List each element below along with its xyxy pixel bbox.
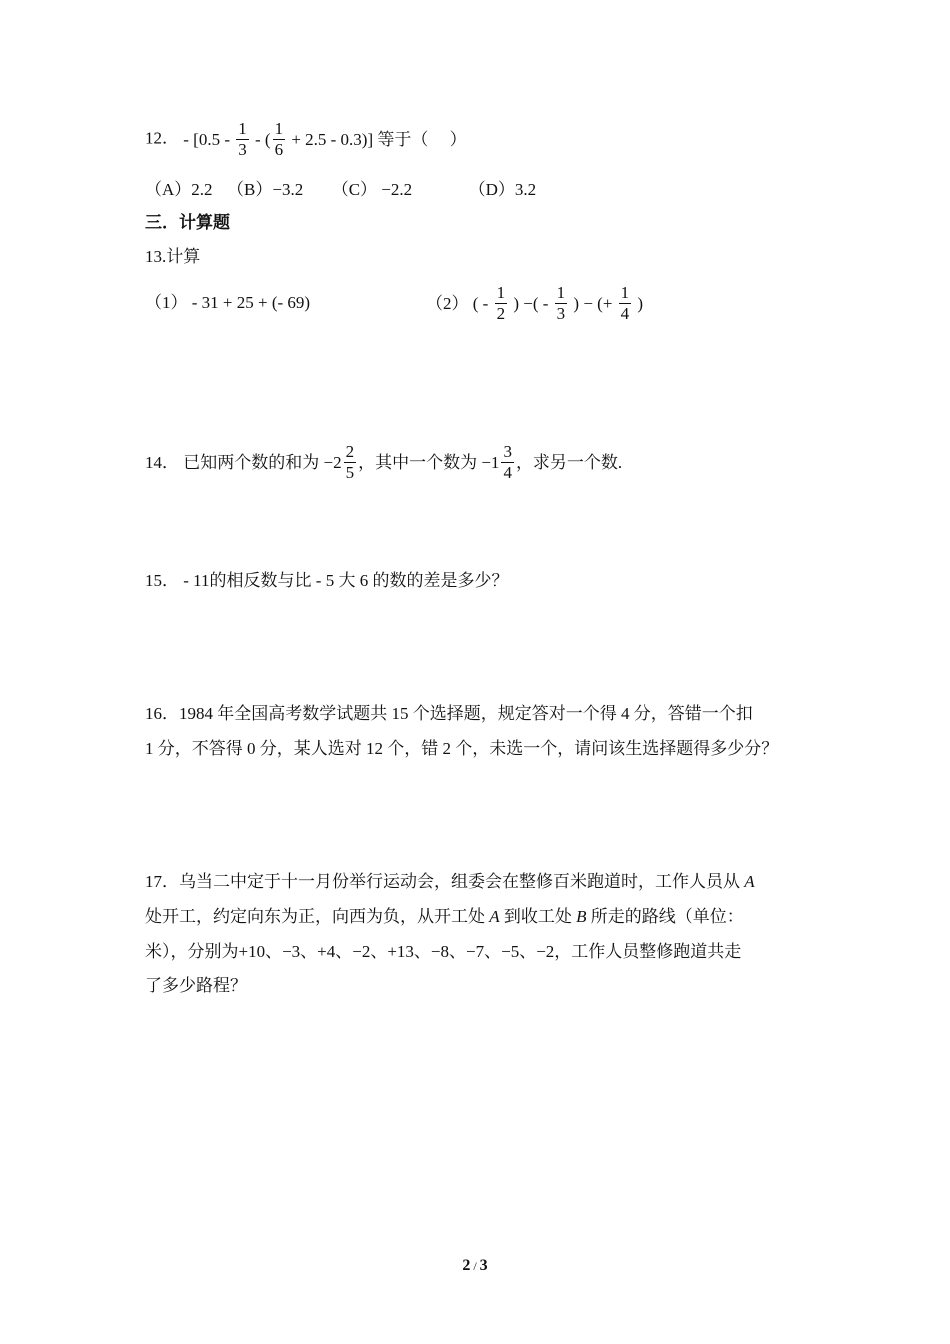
q12-expr-part1: - [0.5 - [183, 129, 230, 149]
q12-number: 12． [145, 128, 179, 148]
q17-point-b: B [576, 907, 587, 926]
q12-stem [145, 120, 467, 159]
q15-stem [145, 572, 508, 589]
q14-fraction-2: $\frac{3}{4}$ [503, 442, 512, 482]
q13-title: 13.计算 [145, 247, 201, 266]
q12-fraction-2: $\frac{1}{6}$ [274, 119, 284, 159]
q13-part2-fraction-2: $\frac{1}{3}$ [556, 283, 566, 323]
q12-fraction-1: $\frac{1}{3}$ [238, 119, 247, 159]
q12-options [145, 181, 536, 198]
q16-line-1: 16．1984 年全国高考数学试题共 15 个选择题，规定答对一个得 4 分，答错一个扣 [145, 704, 753, 723]
q17-line-2-text-c: 所走的路线（单位： [586, 907, 744, 926]
q17-line-2-text-b: 到收工处 [499, 907, 577, 926]
q13-part2-close: ) [637, 293, 644, 313]
q13-part2-open: ( - [472, 293, 489, 313]
q13-part2 [426, 284, 643, 323]
q12-option-d: （D）3.2 [468, 180, 537, 199]
q17-line-1-text: 17．乌当二中定于十一月份举行运动会，组委会在整修百米跑道时，工作人员从 [145, 872, 745, 891]
page-separator: / [470, 1259, 480, 1273]
q12-tail: 等于（ ） [377, 129, 467, 149]
q13-part2-fraction-1: $\frac{1}{2}$ [496, 283, 506, 323]
q14-text-1: 已知两个数的和为 −2 [183, 452, 342, 472]
q15-text: - 11的相反数与比 - 5 大 6 的数的差是多少？ [183, 571, 509, 590]
q16-line-2: 1 分，不答得 0 分，某人选对 12 个，错 2 个，未选一个，请问该生选择题得多少分？ [145, 739, 779, 758]
q17-line-4: 了多少路程？ [145, 976, 247, 995]
page-total: 3 [479, 1257, 488, 1274]
q13-part1-label: （1） [145, 293, 188, 312]
q13-part1-expr: - 31 + 25 + (- 69) [191, 293, 311, 312]
q13-part2-mid-2: ) − (+ [573, 293, 613, 313]
q13-part2-mid-1: ) −( - [513, 293, 549, 313]
q13-part2-fraction-3: $\frac{1}{4}$ [620, 283, 630, 323]
q14-text-2: ，其中一个数为 −1 [358, 452, 500, 472]
q13-part2-label: （2） [426, 293, 469, 313]
page-number [0, 1257, 950, 1275]
q17-point-a: A [744, 872, 755, 891]
q17-line-1 [145, 873, 755, 890]
q12-option-c: （C） −2.2 [331, 180, 413, 199]
q14-text-3: ，求另一个数. [515, 452, 623, 472]
section-title: 三．计算题 [145, 213, 230, 233]
q12-expr-part3: + 2.5 - 0.3)] [291, 129, 374, 149]
q12-expr-part2: - ( [254, 129, 271, 149]
q14-number: 14． [145, 452, 179, 472]
q13-part1 [145, 294, 310, 311]
q17-point-a-2: A [489, 907, 500, 926]
q12-option-a: （A）2.2 [145, 180, 213, 199]
q15-number: 15． [145, 571, 179, 590]
q14-fraction-1: $\frac{2}{5}$ [345, 442, 355, 482]
q17-line-2-text-a: 处开工，约定向东为正，向西为负，从开工处 [145, 907, 490, 926]
q14-stem [145, 443, 622, 482]
q17-line-2 [145, 908, 744, 925]
q17-line-3: 米），分别为+10、−3、+4、−2、+13、−8、−7、−5、−2，工作人员整修跑道共走 [145, 942, 742, 961]
q12-option-b: （B）−3.2 [227, 180, 304, 199]
page-current: 2 [462, 1257, 471, 1274]
